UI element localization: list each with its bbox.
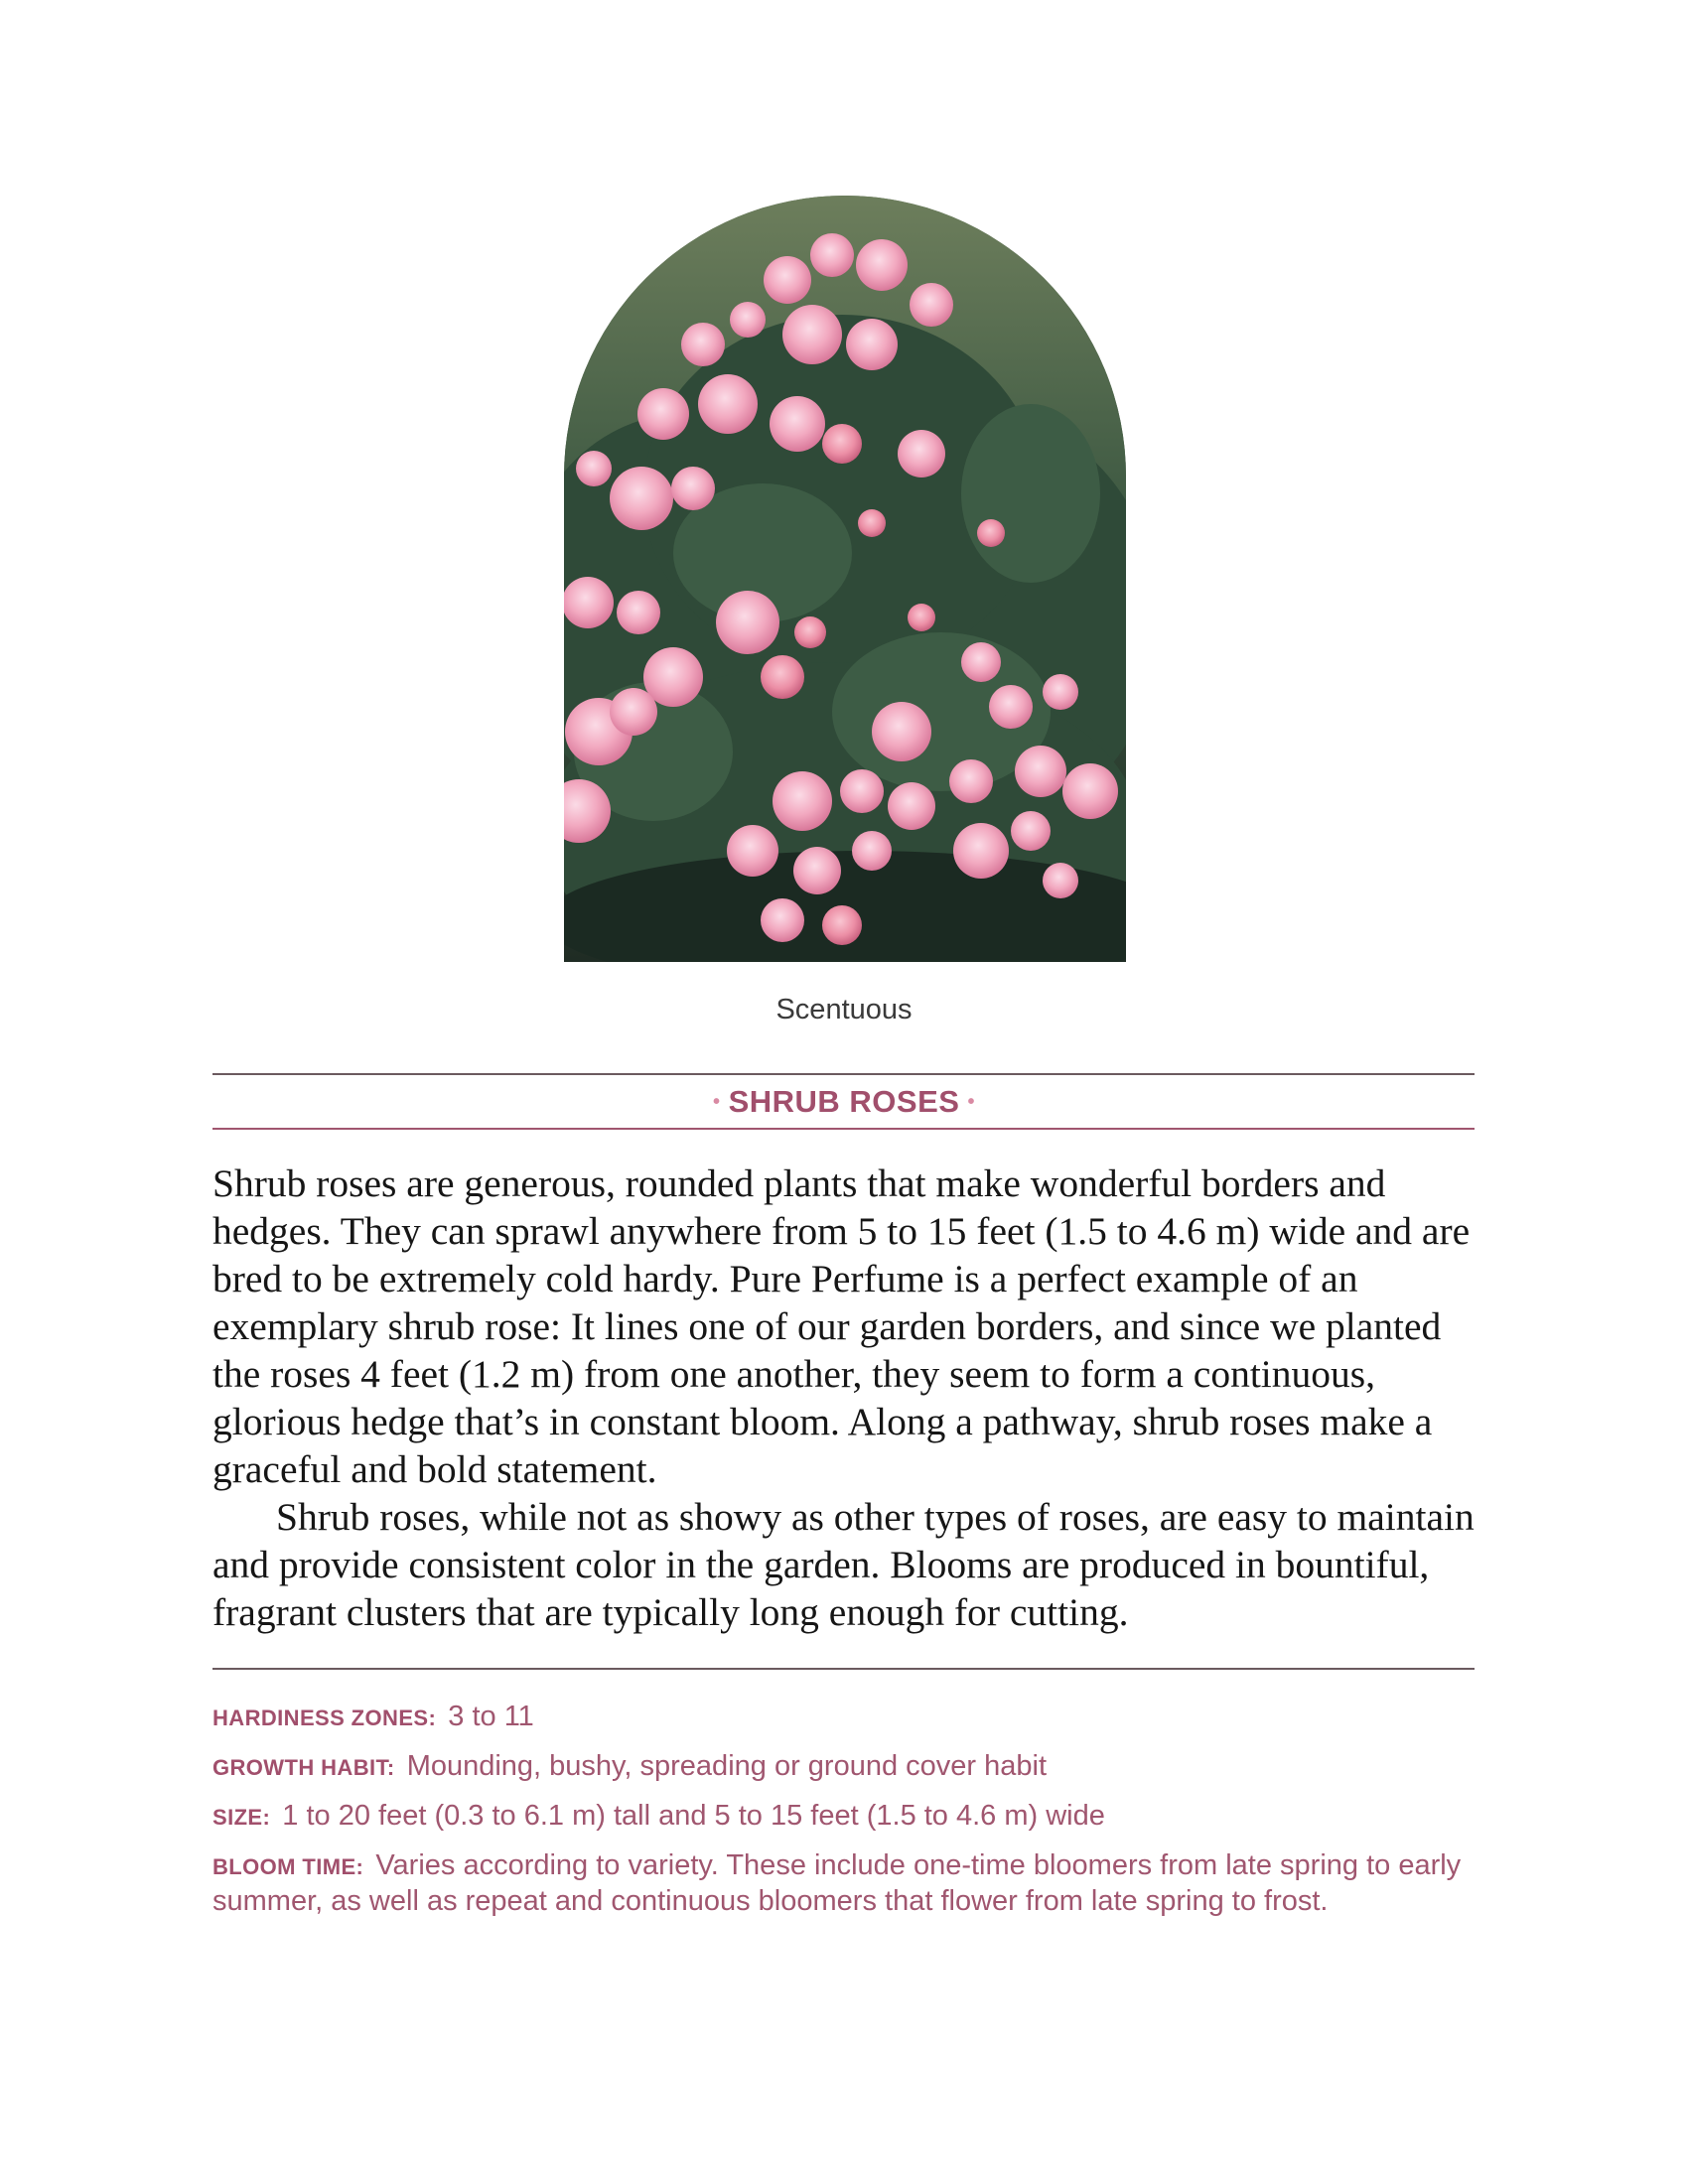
body-paragraph: Shrub roses are generous, rounded plants that make wonderful borders and hedges. They can sprawl anywhere from 5 to 15 feet (1.5 to 4.6 m) wide and are bred to be extremely cold hardy. Pure Perfume is a perfect example of an exemplary shrub rose: It lines one of our garden borders, and since we planted the roses 4 feet (1.2 m) from one another, they seem to form a continuous, glorious hedge that’s in constant bloom. Along a pathway, shrub roses make a graceful and bold statement. bbox=[212, 1161, 1471, 1491]
bullet-right: • bbox=[967, 1091, 975, 1113]
bullet-left: • bbox=[713, 1091, 721, 1113]
fact-bloom-time bbox=[212, 1848, 1474, 1919]
section-heading bbox=[0, 1084, 1688, 1120]
facts-divider bbox=[212, 1668, 1475, 1670]
fact-label: BLOOM TIME: bbox=[212, 1854, 364, 1879]
facts-list bbox=[212, 1700, 1474, 1933]
image-caption: Scentuous bbox=[775, 994, 913, 1025]
section-title: SHRUB ROSES bbox=[728, 1084, 960, 1119]
fact-value: 3 to 11 bbox=[448, 1701, 534, 1732]
fact-value: Varies according to variety. These include one-time bloomers from late spring to early summer, as well as repeat and continuous bloomers that flower from late spring to frost. bbox=[212, 1849, 1462, 1917]
fact-size bbox=[212, 1799, 1474, 1835]
fact-label: GROWTH HABIT: bbox=[212, 1755, 395, 1780]
heading-divider bbox=[212, 1128, 1475, 1130]
fact-label: HARDINESS ZONES: bbox=[212, 1706, 437, 1730]
body-text bbox=[212, 1160, 1478, 1636]
fact-value: Mounding, bushy, spreading or ground cover habit bbox=[406, 1750, 1048, 1782]
fact-value: 1 to 20 feet (0.3 to 6.1 m) tall and 5 to 15 feet (1.5 to 4.6 m) wide bbox=[282, 1800, 1105, 1832]
rose-bush-photo bbox=[564, 196, 1126, 962]
fact-label: SIZE: bbox=[212, 1805, 271, 1830]
rose-bush-illustration bbox=[564, 196, 1126, 962]
body-paragraph: Shrub roses, while not as showy as other types of roses, are easy to maintain and provide consistent color in the garden. Blooms are produced in bountiful, fragrant clusters that are typically long enough for cutting. bbox=[212, 1495, 1475, 1634]
top-divider bbox=[212, 1073, 1475, 1075]
fact-growth-habit bbox=[212, 1749, 1474, 1785]
fact-hardiness-zones bbox=[212, 1700, 1474, 1735]
